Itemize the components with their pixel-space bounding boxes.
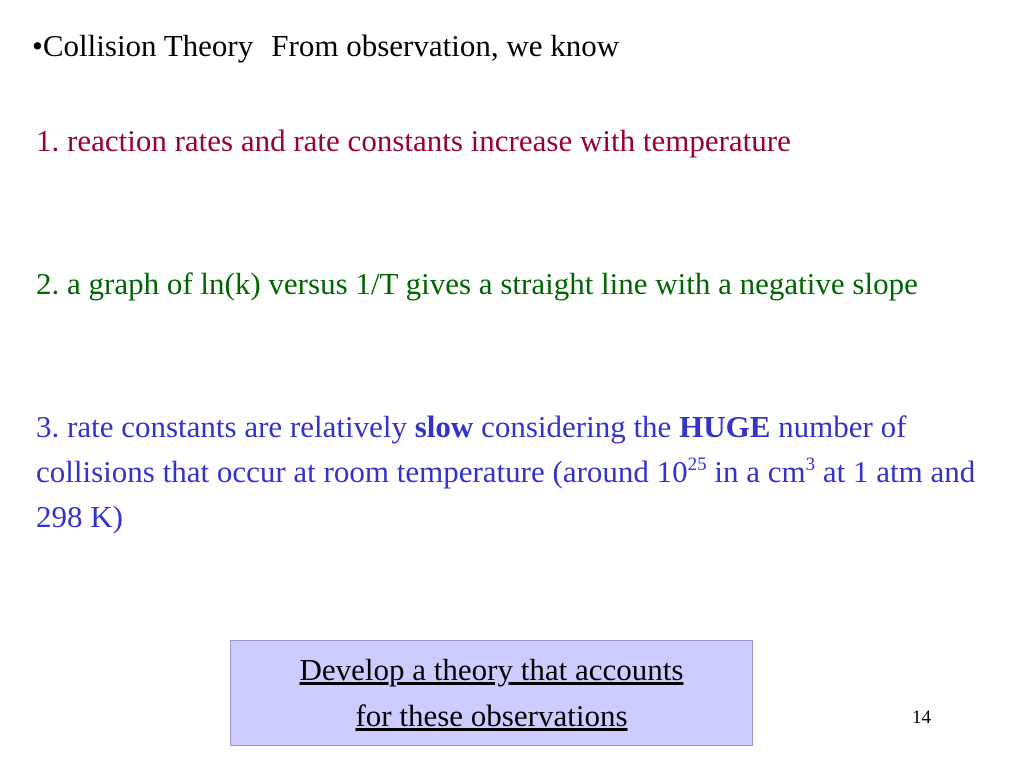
observation-3-text-b: considering the — [473, 409, 680, 444]
callout-box — [230, 640, 753, 746]
observation-3-text-a: 3. rate constants are relatively — [36, 409, 415, 444]
observation-3-text-d: in a cm — [706, 454, 806, 489]
heading-title: Collision Theory — [42, 28, 254, 63]
emphasis-slow: slow — [414, 409, 474, 444]
callout-line-1: Develop a theory that accounts — [299, 652, 684, 687]
observation-2 — [36, 261, 996, 306]
observation-1-text: 1. reaction rates and rate constants increase with temperature — [36, 123, 791, 158]
bullet-glyph: • — [32, 28, 43, 63]
observation-3-text-c: number of collisions that occur at room temperature (around 10 — [36, 409, 907, 489]
observation-3-text-e: at 1 atm and 298 K) — [36, 454, 976, 534]
observation-2-text: 2. a graph of ln(k) versus 1/T gives a straight line with a negative slope — [36, 266, 918, 301]
slide-number: 14 — [912, 707, 931, 728]
exponent-25: 25 — [687, 454, 707, 475]
exponent-3: 3 — [805, 454, 816, 475]
slide-heading — [32, 24, 619, 68]
observation-1 — [36, 118, 996, 163]
observation-3 — [36, 404, 996, 539]
callout-line-2: for these observations — [355, 698, 628, 733]
heading-lead: From observation, we know — [271, 28, 620, 63]
emphasis-huge: HUGE — [679, 409, 771, 444]
